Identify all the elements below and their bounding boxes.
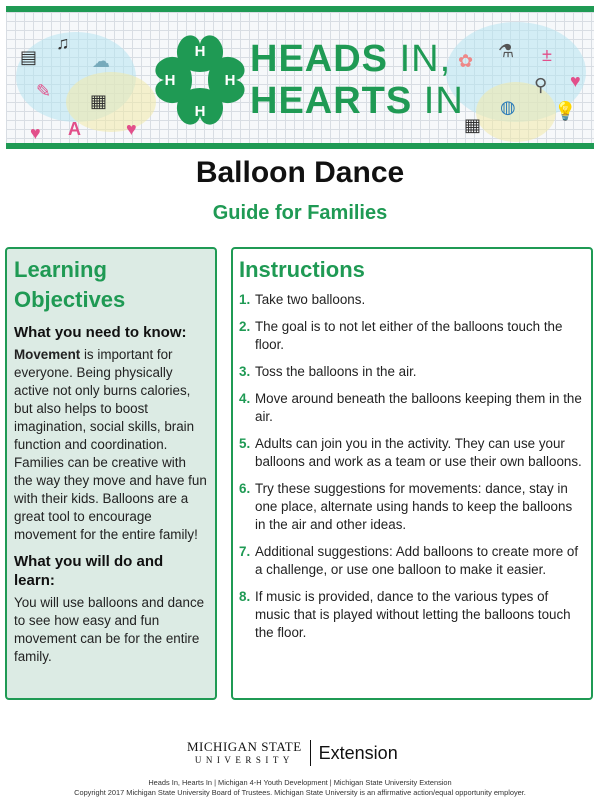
instruction-step: 2. The goal is to not let either of the balloons touch the floor. bbox=[239, 319, 563, 352]
calculator-icon: ▦ bbox=[90, 91, 108, 111]
instruction-step: 5. Adults can join you in the activity. They can use your balloons and work as a team or use their own balloons. bbox=[239, 436, 582, 469]
paint-icon: ✎ bbox=[36, 81, 52, 101]
microscope-icon: ⚗ bbox=[498, 41, 515, 61]
notebook-icon: ▤ bbox=[20, 47, 38, 67]
instruction-step: 3. Toss the balloons in the air. bbox=[239, 364, 417, 379]
need-to-know-heading: What you need to know: bbox=[14, 324, 187, 341]
instruction-step: 6. Try these suggestions for movements: dance, stay in one place, alternate using hands to keep the balloons in the air and other ideas. bbox=[239, 481, 573, 532]
svg-text:H: H bbox=[194, 103, 206, 120]
page-subtitle: Guide for Families bbox=[212, 202, 388, 224]
msu-extension-logo bbox=[187, 740, 398, 766]
letter-a-icon: A bbox=[68, 119, 81, 139]
globe-icon: ◍ bbox=[500, 97, 516, 117]
footer-credits: Heads In, Hearts In | Michigan 4-H Youth Development | Michigan State University Extension bbox=[148, 778, 452, 787]
instruction-step: 4. Move around beneath the balloons keeping them in the air. bbox=[239, 391, 582, 424]
heart-icon: ♥ bbox=[126, 119, 137, 139]
footer-copyright: Copyright 2017 Michigan State University Board of Trustees. Michigan State University is an affirmative action/equal opportunity employer. bbox=[74, 788, 526, 797]
svg-text:H: H bbox=[164, 72, 176, 89]
learning-objectives-heading: Learning Objectives bbox=[14, 257, 126, 312]
lightbulb-icon: 💡 bbox=[554, 101, 577, 121]
will-do-text: You will use balloons and dance to see how easy and fun movement can be for the entire family. bbox=[14, 595, 205, 664]
instruction-step: 7. Additional suggestions: Add balloons to create more of a challenge, or use one balloon to make it easier. bbox=[239, 544, 579, 577]
4h-clover-logo bbox=[150, 30, 250, 130]
instruction-list bbox=[239, 291, 583, 642]
instruction-step: 1. Take two balloons. bbox=[239, 292, 366, 307]
calculator-icon: ▦ bbox=[464, 115, 482, 135]
instructions-heading: Instructions bbox=[239, 257, 365, 282]
page-title: Balloon Dance bbox=[195, 156, 405, 189]
heart-icon: ♥ bbox=[30, 123, 41, 143]
will-do-heading: What you will do and learn: bbox=[14, 553, 164, 589]
need-to-know-text: Movement is important for everyone. Being physically active not only burns calories, but also helps to boost imagination, social skills, brain function and coordination. Families can be creative with the way they move and have fun with their kids. Balloons are a great tool to encourage movement for the entire family! bbox=[14, 347, 207, 542]
heart-icon: ♥ bbox=[570, 71, 581, 91]
tagline-line-2: HEARTS IN bbox=[250, 80, 464, 122]
extension-wordmark: Extension bbox=[318, 742, 398, 763]
svg-text:H: H bbox=[194, 43, 206, 60]
music-note-icon: ♫ bbox=[56, 33, 70, 53]
learning-objectives-panel bbox=[5, 247, 217, 700]
math-symbols-icon: ± bbox=[542, 45, 552, 65]
cloud-icon: ☁ bbox=[92, 51, 110, 71]
instructions-panel bbox=[231, 247, 593, 700]
header-banner bbox=[6, 6, 594, 149]
flower-icon: ✿ bbox=[458, 51, 474, 71]
magnifier-icon: ⚲ bbox=[534, 75, 548, 95]
tagline-line-1: HEADS IN, bbox=[250, 38, 452, 80]
svg-text:H: H bbox=[224, 72, 236, 89]
instruction-step: 8. If music is provided, dance to the various types of music that is played without letting the balloons touch the floor. bbox=[239, 589, 571, 640]
tagline bbox=[250, 38, 464, 122]
msu-wordmark: MICHIGAN STATE UNIVERSITY bbox=[187, 740, 311, 766]
